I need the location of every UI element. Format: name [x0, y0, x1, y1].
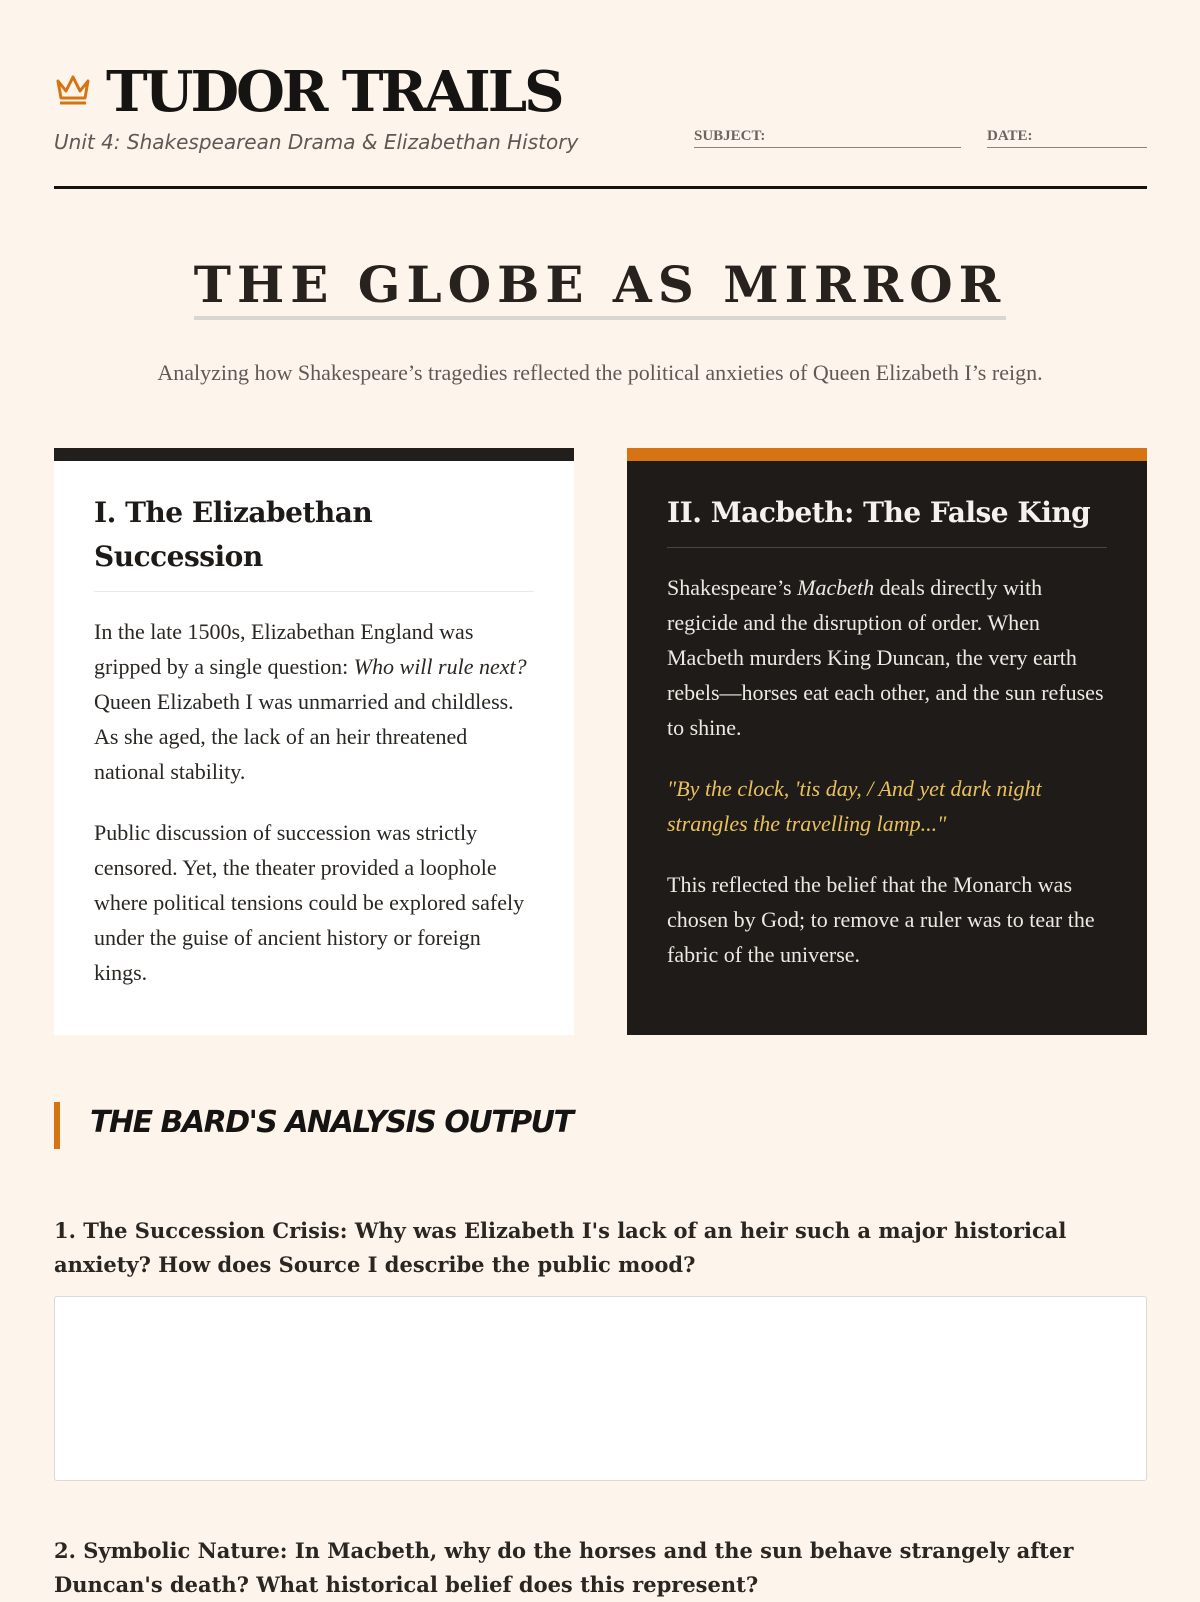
crown-icon — [54, 71, 92, 107]
answer-box-1[interactable] — [54, 1296, 1147, 1481]
analysis-heading: THE BARD'S ANALYSIS OUTPUT — [90, 1105, 573, 1140]
unit-subtitle: Unit 4: Shakespearean Drama & Elizabethan History — [54, 130, 579, 154]
card-paragraph: This reflected the belief that the Monarch was chosen by God; to remove a ruler was to tear the fabric of the universe. — [667, 872, 1095, 967]
card-paragraph: In the late 1500s, Elizabethan England was gripped by a single question: Who will rule next? Queen Elizabeth I was unmarried and childless. As she aged, the lack of an heir threatened national stability. — [94, 619, 527, 784]
page-title — [0, 254, 1200, 320]
source-card-macbeth — [627, 448, 1147, 1035]
brand — [54, 58, 1147, 126]
brand-name: TUDOR TRAILS — [106, 59, 562, 125]
page-subtitle: Analyzing how Shakespeare’s tragedies reflected the political anxieties of Queen Elizabeth I’s reign. — [157, 360, 1043, 385]
section-accent-bar — [54, 1102, 60, 1149]
page-title-text: THE GLOBE AS MIRROR — [194, 254, 1006, 320]
date-field[interactable] — [987, 128, 1147, 148]
source-card-succession — [54, 448, 574, 1035]
question-1: 1. The Succession Crisis: Why was Elizabeth I's lack of an heir such a major historical anxiety? How does Source I describe the public mood? — [54, 1218, 1067, 1277]
worksheet-header — [54, 58, 1147, 154]
card-heading: II. Macbeth: The False King — [667, 491, 1107, 548]
date-label: DATE: — [987, 128, 1147, 148]
header-divider — [54, 186, 1147, 189]
macbeth-quote: "By the clock, 'tis day, / And yet dark night strangles the travelling lamp..." — [667, 776, 1042, 836]
question-2: 2. Symbolic Nature: In Macbeth, why do the horses and the sun behave strangely after Duncan's death? What historical belief does this represent? — [54, 1538, 1074, 1597]
subject-label: SUBJECT: — [694, 128, 961, 148]
card-paragraph: Public discussion of succession was strictly censored. Yet, the theater provided a loophole where political tensions could be explored safely under the guise of ancient history or foreign kings. — [94, 820, 525, 985]
card-paragraph: Shakespeare’s Macbeth deals directly with regicide and the disruption of order. When Macbeth murders King Duncan, the very earth rebels—horses eat each other, and the sun refuses to shine. — [667, 575, 1104, 740]
subject-field[interactable] — [694, 128, 961, 148]
card-heading: I. The Elizabethan Succession — [94, 491, 534, 592]
